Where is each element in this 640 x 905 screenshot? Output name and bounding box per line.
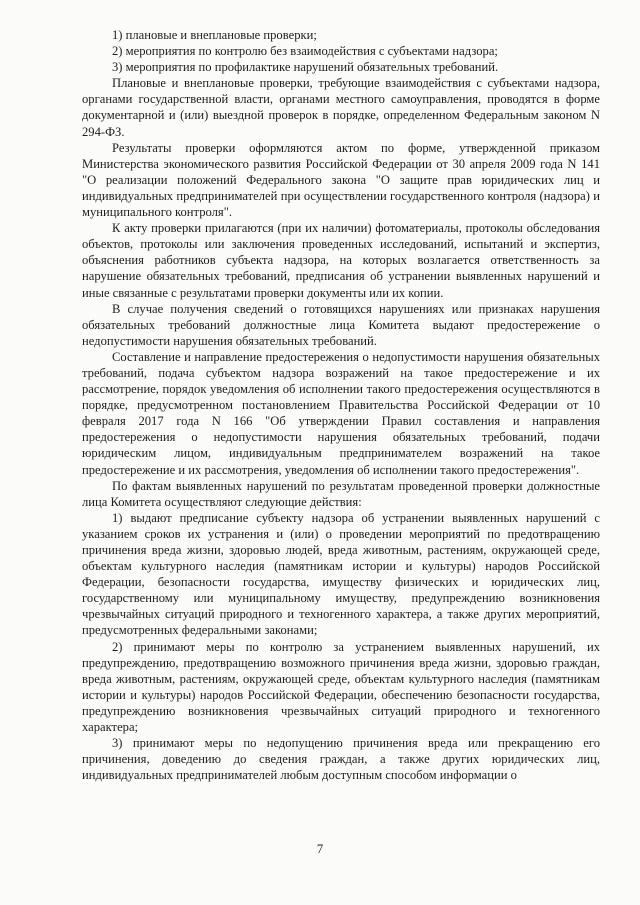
paragraph-inspection-act: Результаты проверки оформляются актом по форме, утвержденной приказом Министерства экономического развития Российской Федерации от 30 апреля 2009 года N 141 "О реализации положений Федерального закона "О защите прав юридических лиц и индивидуальных предпринимателей при осуществлении государственного контроля (надзора) и муниципального контроля". — [82, 140, 600, 220]
list-item-control-measures: 2) мероприятия по контролю без взаимодействия с субъектами надзора; — [112, 44, 498, 59]
paragraph-warning-issue: В случае получения сведений о готовящихся нарушениях или признаках нарушения обязательных требований должностные лица Комитета выдают предостережение о недопустимости нарушения обязательных требований. — [82, 301, 600, 348]
paragraph-actions-intro: По фактам выявленных нарушений по результатам проведенной проверки должностные лица Комитета осуществляют следующие действия: — [82, 478, 600, 509]
paragraph-act-attachments: К акту проверки прилагаются (при их наличии) фотоматериалы, протоколы обследования объектов, протоколы или заключения проведенных исследований, испытаний и экспертиз, объяснения работников субъекта надзора, на которых возлагается ответственность за нарушение обязательных требований, предписания об устранении выявленных нарушений и иные связанные с результатами проверки документы или их копии. — [82, 221, 600, 300]
list-item-planned-inspections: 1) плановые и внеплановые проверки; — [112, 28, 317, 42]
list-item-control-elimination: 2) принимают меры по контролю за устранением выявленных нарушений, их предупреждению, предотвращению возможного причинения вреда жизни, здоровью граждан, вреда животным, растениям, окружающей среде, объектам культурного наследия (памятникам истории и культуры) народов Российской Федерации, обеспечению безопасности государства, предупреждению возникновения чрезвычайных ситуаций природного и техногенного характера; — [82, 639, 600, 735]
list-item-prevent-harm: 3) принимают меры по недопущению причинения вреда или прекращению его причинения, доведению до сведения граждан, а также других юридических лиц, индивидуальных предпринимателей любым доступным способом информации о — [82, 736, 600, 783]
document-body — [82, 27, 600, 783]
paragraph-warning-procedure: Составление и направление предостережения о недопустимости нарушения обязательных требований, подача субъектом надзора возражений на такое предостережение и их рассмотрение, порядок уведомления об исполнении такого предостережения осуществляются в порядке, предусмотренном постановлением Правительства Российской Федерации от 10 февраля 2017 года N 166 "Об утверждении Правил составления и направления предостережения о недопустимости нарушения обязательных требований, подачи юридическим лицом, индивидуальным предпринимателем возражений на такое предостережение и их рассмотрения, уведомления об исполнении такого предостережения". — [82, 349, 600, 477]
paragraph-inspections-form: Плановые и внеплановые проверки, требующие взаимодействия с субъектами надзора, органами государственной власти, органами местного самоуправления, проводятся в форме документарной и (или) выездной проверок в порядке, определенном Федеральным законом N 294-ФЗ. — [82, 76, 600, 139]
list-item-prevention-measures: 3) мероприятия по профилактике нарушений обязательных требований. — [112, 60, 499, 75]
list-item-issue-order: 1) выдают предписание субъекту надзора об устранении выявленных нарушений с указанием сроков их устранения и (или) о проведении мероприятий по предотвращению причинения вреда жизни, здоровью людей, вреда животным, растениям, окружающей среде, объектам культурного наследия (памятникам истории и культуры) народов Российской Федерации, безопасности государства, имуществу физических и юридических лиц, государственному или муниципальному имуществу, предупреждению возникновения чрезвычайных ситуаций природного и техногенного характера, а также других мероприятий, предусмотренных федеральными законами; — [82, 510, 600, 638]
page-number: 7 — [316, 842, 324, 856]
